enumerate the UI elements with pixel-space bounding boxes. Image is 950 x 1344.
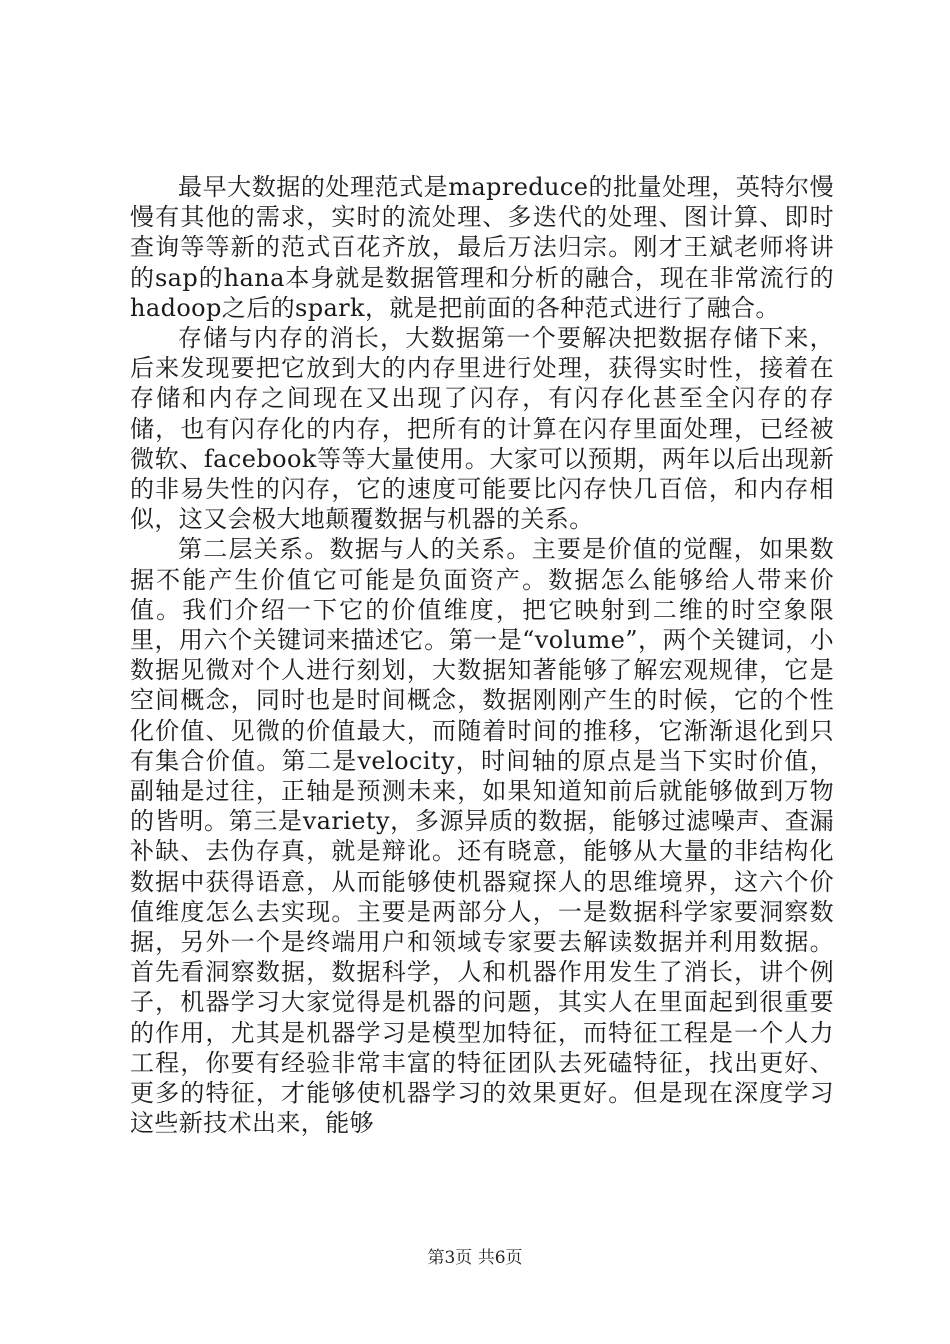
- paragraph-1: 最早大数据的处理范式是mapreduce的批量处理，英特尔慢慢有其他的需求，实时的流处理、多迭代的处理、图计算、即时查询等等新的范式百花齐放，最后万法归宗。刚才王斌老师将讲的sap的hana本身就是数据管理和分析的融合，现在非常流行的hadoop之后的spark，就是把前面的各种范式进行了融合。: [130, 173, 834, 322]
- document-body: [130, 172, 834, 1139]
- paragraph-2: 存储与内存的消长，大数据第一个要解决把数据存储下来，后来发现要把它放到大的内存里进行处理，获得实时性，接着在存储和内存之间现在又出现了闪存，有闪存化甚至全闪存的存储，也有闪存化的内存，把所有的计算在闪存里面处理，已经被微软、facebook等等大量使用。大家可以预期，两年以后出现新的非易失性的闪存，它的速度可能要比闪存快几百倍，和内存相似，这又会极大地颠覆数据与机器的关系。: [130, 324, 834, 534]
- page-number-footer: 第3页 共6页: [427, 1248, 523, 1268]
- paragraph-3: 第二层关系。数据与人的关系。主要是价值的觉醒，如果数据不能产生价值它可能是负面资产。数据怎么能够给人带来价值。我们介绍一下它的价值维度，把它映射到二维的时空象限里，用六个关键词来描述它。第一是“volume”，两个关键词，小数据见微对个人进行刻划，大数据知著能够了解宏观规律，它是空间概念，同时也是时间概念，数据刚刚产生的时候，它的个性化价值、见微的价值最大，而随着时间的推移，它渐渐退化到只有集合价值。第二是velocity，时间轴的原点是当下实时价值，副轴是过往，正轴是预测未来，如果知道知前后就能够做到万物的皆明。第三是variety，多源异质的数据，能够过滤噪声、查漏补缺、去伪存真，就是辩讹。还有晓意，能够从大量的非结构化数据中获得语意，从而能够使机器窥探人的思维境界，这六个价值维度怎么去实现。主要是两部分人，一是数据科学家要洞察数据，另外一个是终端用户和领域专家要去解读数据并利用数据。首先看洞察数据，数据科学，人和机器作用发生了消长，讲个例子，机器学习大家觉得是机器的问题，其实人在里面起到很重要的作用，尤其是机器学习是模型加特征，而特征工程是一个人力工程，你要有经验非常丰富的特征团队去死磕特征，找出更好、更多的特征，才能够使机器学习的效果更好。但是现在深度学习这些新技术出来，能够: [130, 535, 834, 1138]
